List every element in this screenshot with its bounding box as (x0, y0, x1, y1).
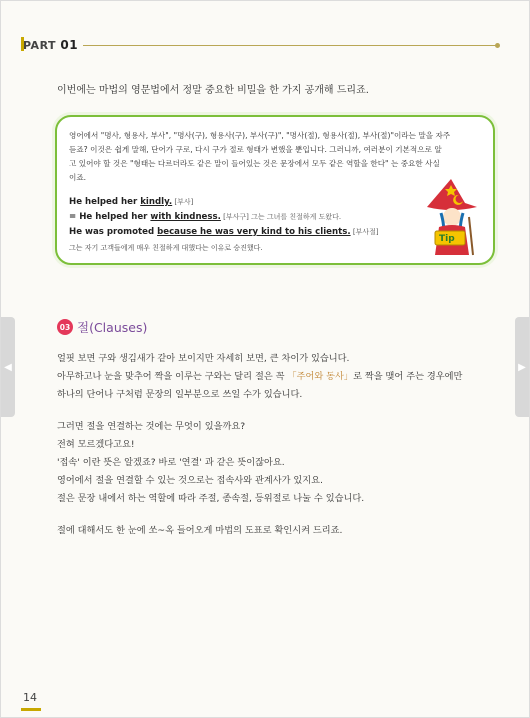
paragraph-2-line-4: 영어에서 절을 연결할 수 있는 것으로는 접속사와 관계사가 있지요. (57, 475, 323, 486)
next-page-button[interactable] (515, 317, 529, 417)
part-number: 01 (60, 38, 79, 52)
paragraph-2-line-1: 그러면 절을 연결하는 것에는 무엇이 있을까요? (57, 421, 246, 432)
page-number-rule (21, 708, 41, 711)
section-number-badge: 03 (57, 319, 73, 335)
example-3-translation: 그는 자기 고객들에게 매우 친절하게 대했다는 이유로 승진했다. (69, 244, 263, 252)
section-title: 절(Clauses) (77, 320, 148, 335)
example-1: He helped her kindly. [부사] (69, 197, 194, 207)
wizard-illustration (421, 177, 483, 257)
part-label: PART 01 (23, 38, 79, 52)
paragraph-1-line-1: 얼핏 보면 구와 생김새가 같아 보이지만 자세히 보면, 큰 차이가 있습니다. (57, 353, 350, 364)
paragraph-1-line-2: 아무하고나 눈을 맞추어 짝을 이루는 구와는 달리 절은 꼭 「주어와 동사」로 짝을 맺어 주는 경우에만 (57, 371, 463, 382)
intro-text: 이번에는 마법의 영문법에서 정말 중요한 비밀을 한 가지 공개해 드리죠. (57, 85, 369, 96)
paragraph-2-line-3: '접속' 이란 뜻은 알겠죠? 바로 '연결' 과 같은 뜻이잖아요. (57, 457, 285, 468)
prev-page-button[interactable] (1, 317, 15, 417)
paragraph-2-line-5: 절은 문장 내에서 하는 역할에 따라 주절, 종속절, 등위절로 나눌 수 있습니다. (57, 493, 365, 504)
example-3: He was promoted because he was very kind to his clients. [부사절] (69, 227, 379, 237)
header-rule (83, 45, 498, 46)
paragraph-3-line-1: 절에 대해서도 한 눈에 쏘~옥 들어오게 마법의 도표로 확인시켜 드리죠. (57, 525, 343, 536)
example-2: = He helped her with kindness. [부사구] 그는 그녀를 친절하게 도왔다. (69, 212, 342, 222)
tip-explanation: 영어에서 "명사, 형용사, 부사", "명사(구), 형용사(구), 부사(구)", "명사(절), 형용사(절), 부사(절)"이라는 말을 자주 듣죠? 이것은 쉽게 말해, 단어가 구로, 다시 구가 절로 형태가 변했을 뿐입니다. 그러니까, 여러분이 기본적으로 알 고 있어야 할 것은 "형태는 다르더라도 같은 말이 들어있는 것은 문장에서 모두 같은 역할을 한다" 는 중요한 사실 이죠. (69, 131, 451, 182)
chevron-right-icon: ▶ (518, 361, 526, 373)
paragraph-1-line-3: 하나의 단어나 구처럼 문장의 일부분으로 쓰일 수가 있습니다. (57, 389, 303, 400)
chevron-left-icon: ◀ (4, 361, 12, 373)
subject-verb-highlight: 「주어와 동사」 (287, 371, 354, 382)
page-number: 14 (23, 691, 37, 704)
paragraph-2-line-2: 전혀 모르겠다고요! (57, 439, 135, 450)
tip-badge: Tip (439, 234, 455, 244)
